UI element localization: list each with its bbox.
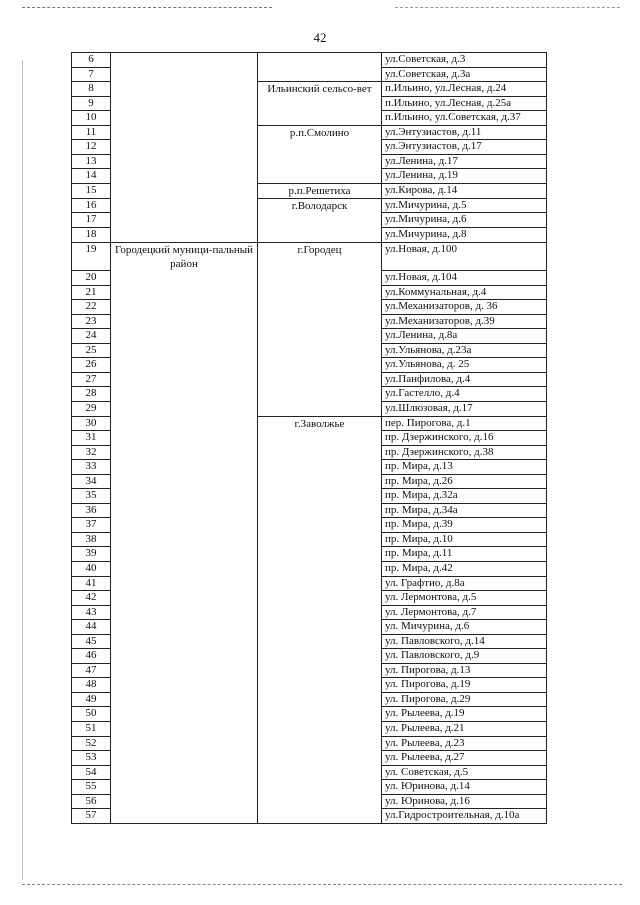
address-cell: пр. Мира, д.42 bbox=[382, 562, 547, 577]
address-cell: ул. Пирогова, д.29 bbox=[382, 692, 547, 707]
settlement-cell bbox=[258, 503, 382, 518]
settlement-cell bbox=[258, 329, 382, 344]
row-number: 28 bbox=[72, 387, 111, 402]
row-number: 34 bbox=[72, 474, 111, 489]
district-cell bbox=[111, 372, 258, 387]
district-cell bbox=[111, 780, 258, 795]
address-cell: ул. Мичурина, д.6 bbox=[382, 620, 547, 635]
row-number: 44 bbox=[72, 620, 111, 635]
row-number: 31 bbox=[72, 431, 111, 446]
address-cell: ул.Энтузиастов, д.11 bbox=[382, 125, 547, 140]
row-number: 52 bbox=[72, 736, 111, 751]
address-cell: ул. Павловского, д.9 bbox=[382, 649, 547, 664]
district-cell bbox=[111, 183, 258, 198]
district-cell bbox=[111, 736, 258, 751]
settlement-cell bbox=[258, 228, 382, 243]
address-cell: пр. Мира, д.34а bbox=[382, 503, 547, 518]
district-cell bbox=[111, 431, 258, 446]
district-cell bbox=[111, 198, 258, 213]
district-cell bbox=[111, 489, 258, 504]
table-row bbox=[72, 183, 547, 198]
district-cell bbox=[111, 707, 258, 722]
district-cell bbox=[111, 692, 258, 707]
table-row bbox=[72, 532, 547, 547]
district-cell bbox=[111, 678, 258, 693]
table-row bbox=[72, 228, 547, 243]
table-row bbox=[72, 416, 547, 431]
settlement-cell bbox=[258, 765, 382, 780]
address-cell: ул.Коммунальная, д.4 bbox=[382, 285, 547, 300]
settlement-cell bbox=[258, 736, 382, 751]
settlement-cell bbox=[258, 605, 382, 620]
table-row bbox=[72, 518, 547, 533]
settlement-cell bbox=[258, 372, 382, 387]
settlement-cell bbox=[258, 300, 382, 315]
settlement-cell bbox=[258, 96, 382, 111]
district-cell bbox=[111, 445, 258, 460]
address-cell: п.Ильино, ул.Лесная, д.24 bbox=[382, 82, 547, 97]
row-number: 16 bbox=[72, 198, 111, 213]
scan-edge-line-left bbox=[22, 60, 23, 880]
address-cell: пр. Дзержинского, д.38 bbox=[382, 445, 547, 460]
district-cell bbox=[111, 300, 258, 315]
table-row bbox=[72, 649, 547, 664]
row-number: 40 bbox=[72, 562, 111, 577]
table-row bbox=[72, 663, 547, 678]
address-cell: ул.Ульянова, д. 25 bbox=[382, 358, 547, 373]
district-cell bbox=[111, 242, 258, 271]
settlement-name: г.Городец bbox=[297, 243, 342, 256]
address-cell: ул.Ленина, д.19 bbox=[382, 169, 547, 184]
address-cell: ул.Панфилова, д.4 bbox=[382, 372, 547, 387]
table-row bbox=[72, 285, 547, 300]
row-number: 9 bbox=[72, 96, 111, 111]
table-row bbox=[72, 634, 547, 649]
settlement-cell bbox=[258, 591, 382, 606]
settlement-cell bbox=[258, 707, 382, 722]
row-number: 51 bbox=[72, 722, 111, 737]
district-cell bbox=[111, 213, 258, 228]
district-cell bbox=[111, 401, 258, 416]
table-row bbox=[72, 431, 547, 446]
district-cell bbox=[111, 460, 258, 475]
row-number: 10 bbox=[72, 111, 111, 126]
row-number: 25 bbox=[72, 343, 111, 358]
table-row bbox=[72, 82, 547, 97]
row-number: 26 bbox=[72, 358, 111, 373]
address-cell: пр. Мира, д.32а bbox=[382, 489, 547, 504]
settlement-cell bbox=[258, 271, 382, 286]
table-row bbox=[72, 692, 547, 707]
scan-edge-line-top bbox=[22, 7, 272, 8]
district-cell bbox=[111, 111, 258, 126]
settlement-cell bbox=[258, 140, 382, 155]
settlement-cell bbox=[258, 242, 382, 271]
table-row bbox=[72, 474, 547, 489]
settlement-cell bbox=[258, 489, 382, 504]
district-cell bbox=[111, 722, 258, 737]
address-cell: ул.Советская, д.3 bbox=[382, 53, 547, 68]
address-cell: п.Ильино, ул.Советская, д.37 bbox=[382, 111, 547, 126]
row-number: 55 bbox=[72, 780, 111, 795]
settlement-cell bbox=[258, 111, 382, 126]
settlement-cell bbox=[258, 285, 382, 300]
address-cell: ул.Гидростроительная, д.10а bbox=[382, 809, 547, 824]
table-row bbox=[72, 707, 547, 722]
address-cell: пер. Пирогова, д.1 bbox=[382, 416, 547, 431]
row-number: 39 bbox=[72, 547, 111, 562]
table-row bbox=[72, 213, 547, 228]
table-row bbox=[72, 591, 547, 606]
address-cell: ул.Ленина, д.17 bbox=[382, 154, 547, 169]
table-row bbox=[72, 445, 547, 460]
address-cell: ул.Механизаторов, д. 36 bbox=[382, 300, 547, 315]
district-cell bbox=[111, 329, 258, 344]
settlement-cell bbox=[258, 401, 382, 416]
address-cell: пр. Мира, д.26 bbox=[382, 474, 547, 489]
row-number: 49 bbox=[72, 692, 111, 707]
row-number: 13 bbox=[72, 154, 111, 169]
row-number: 15 bbox=[72, 183, 111, 198]
settlement-cell bbox=[258, 183, 382, 198]
address-table bbox=[71, 52, 547, 824]
address-cell: пр. Дзержинского, д.16 bbox=[382, 431, 547, 446]
table-row bbox=[72, 736, 547, 751]
table-row bbox=[72, 125, 547, 140]
district-cell bbox=[111, 751, 258, 766]
address-cell: пр. Мира, д.13 bbox=[382, 460, 547, 475]
table-row bbox=[72, 198, 547, 213]
table-row bbox=[72, 300, 547, 315]
row-number: 30 bbox=[72, 416, 111, 431]
settlement-name: Ильинский сельсо-вет bbox=[267, 83, 372, 96]
row-number: 35 bbox=[72, 489, 111, 504]
row-number: 36 bbox=[72, 503, 111, 518]
district-cell bbox=[111, 416, 258, 431]
district-cell bbox=[111, 765, 258, 780]
address-cell: ул. Юринова, д.16 bbox=[382, 794, 547, 809]
table-row bbox=[72, 271, 547, 286]
table-row bbox=[72, 343, 547, 358]
address-cell: ул.Мичурина, д.8 bbox=[382, 228, 547, 243]
row-number: 29 bbox=[72, 401, 111, 416]
scan-edge-line-bottom bbox=[22, 884, 622, 885]
row-number: 11 bbox=[72, 125, 111, 140]
address-cell: ул.Шлюзовая, д.17 bbox=[382, 401, 547, 416]
table-row bbox=[72, 780, 547, 795]
district-cell bbox=[111, 794, 258, 809]
table-row bbox=[72, 576, 547, 591]
row-number: 43 bbox=[72, 605, 111, 620]
address-cell: ул. Рылеева, д.23 bbox=[382, 736, 547, 751]
settlement-cell bbox=[258, 562, 382, 577]
row-number: 38 bbox=[72, 532, 111, 547]
address-cell: ул. Пирогова, д.19 bbox=[382, 678, 547, 693]
settlement-cell bbox=[258, 169, 382, 184]
table-row bbox=[72, 372, 547, 387]
address-cell: ул. Графтио, д.8а bbox=[382, 576, 547, 591]
settlement-cell bbox=[258, 649, 382, 664]
row-number: 47 bbox=[72, 663, 111, 678]
district-cell bbox=[111, 154, 258, 169]
settlement-cell bbox=[258, 445, 382, 460]
settlement-cell bbox=[258, 780, 382, 795]
row-number: 24 bbox=[72, 329, 111, 344]
row-number: 8 bbox=[72, 82, 111, 97]
district-cell bbox=[111, 620, 258, 635]
address-cell: ул. Лермонтова, д.7 bbox=[382, 605, 547, 620]
address-cell: ул.Ульянова, д.23а bbox=[382, 343, 547, 358]
settlement-cell bbox=[258, 576, 382, 591]
address-cell: ул.Ленина, д.8а bbox=[382, 329, 547, 344]
row-number: 27 bbox=[72, 372, 111, 387]
address-cell: ул.Мичурина, д.5 bbox=[382, 198, 547, 213]
table-row bbox=[72, 460, 547, 475]
settlement-cell bbox=[258, 751, 382, 766]
address-cell: ул.Советская, д.3а bbox=[382, 67, 547, 82]
district-name: Городецкий муници-пальный район bbox=[114, 243, 253, 270]
settlement-cell bbox=[258, 82, 382, 97]
row-number: 57 bbox=[72, 809, 111, 824]
table-row bbox=[72, 562, 547, 577]
table-row bbox=[72, 53, 547, 68]
address-cell: ул.Энтузиастов, д.17 bbox=[382, 140, 547, 155]
row-number: 32 bbox=[72, 445, 111, 460]
address-cell: ул. Пирогова, д.13 bbox=[382, 663, 547, 678]
district-cell bbox=[111, 605, 258, 620]
district-cell bbox=[111, 358, 258, 373]
settlement-name: р.п.Решетиха bbox=[288, 184, 351, 197]
table-row bbox=[72, 765, 547, 780]
settlement-name: р.п.Смолино bbox=[289, 126, 350, 139]
row-number: 37 bbox=[72, 518, 111, 533]
table-row bbox=[72, 503, 547, 518]
settlement-cell bbox=[258, 154, 382, 169]
table-row bbox=[72, 111, 547, 126]
district-cell bbox=[111, 649, 258, 664]
table-row bbox=[72, 547, 547, 562]
table-row bbox=[72, 605, 547, 620]
row-number: 56 bbox=[72, 794, 111, 809]
row-number: 18 bbox=[72, 228, 111, 243]
row-number: 48 bbox=[72, 678, 111, 693]
table-row bbox=[72, 794, 547, 809]
address-table-body bbox=[72, 53, 547, 824]
row-number: 17 bbox=[72, 213, 111, 228]
table-row bbox=[72, 67, 547, 82]
table-row bbox=[72, 154, 547, 169]
district-cell bbox=[111, 82, 258, 97]
address-cell: ул. Рылеева, д.27 bbox=[382, 751, 547, 766]
settlement-cell bbox=[258, 460, 382, 475]
settlement-cell bbox=[258, 314, 382, 329]
table-row bbox=[72, 678, 547, 693]
address-cell: пр. Мира, д.11 bbox=[382, 547, 547, 562]
table-row bbox=[72, 140, 547, 155]
address-cell: п.Ильино, ул.Лесная, д.25а bbox=[382, 96, 547, 111]
row-number: 42 bbox=[72, 591, 111, 606]
settlement-cell bbox=[258, 358, 382, 373]
settlement-cell bbox=[258, 125, 382, 140]
row-number: 46 bbox=[72, 649, 111, 664]
row-number: 12 bbox=[72, 140, 111, 155]
table-row bbox=[72, 358, 547, 373]
settlement-cell bbox=[258, 343, 382, 358]
address-cell: ул.Кирова, д.14 bbox=[382, 183, 547, 198]
table-row bbox=[72, 329, 547, 344]
settlement-cell bbox=[258, 213, 382, 228]
settlement-cell bbox=[258, 547, 382, 562]
district-cell bbox=[111, 503, 258, 518]
row-number: 23 bbox=[72, 314, 111, 329]
settlement-name: г.Заволжье bbox=[294, 417, 345, 430]
district-cell bbox=[111, 343, 258, 358]
settlement-cell bbox=[258, 809, 382, 824]
district-cell bbox=[111, 271, 258, 286]
settlement-name: г.Володарск bbox=[291, 199, 348, 212]
address-cell: пр. Мира, д.10 bbox=[382, 532, 547, 547]
address-cell: пр. Мира, д.39 bbox=[382, 518, 547, 533]
district-cell bbox=[111, 474, 258, 489]
district-cell bbox=[111, 140, 258, 155]
settlement-cell bbox=[258, 692, 382, 707]
table-row bbox=[72, 169, 547, 184]
settlement-cell bbox=[258, 198, 382, 213]
district-cell bbox=[111, 314, 258, 329]
table-row bbox=[72, 401, 547, 416]
settlement-cell bbox=[258, 634, 382, 649]
row-number: 53 bbox=[72, 751, 111, 766]
address-cell: ул.Новая, д.100 bbox=[382, 242, 547, 271]
district-cell bbox=[111, 169, 258, 184]
row-number: 45 bbox=[72, 634, 111, 649]
settlement-cell bbox=[258, 53, 382, 68]
address-cell: ул. Рылеева, д.21 bbox=[382, 722, 547, 737]
table-row bbox=[72, 96, 547, 111]
row-number: 19 bbox=[72, 242, 111, 271]
scan-edge-line-top-right bbox=[395, 7, 620, 8]
table-row bbox=[72, 751, 547, 766]
address-cell: ул.Гастелло, д.4 bbox=[382, 387, 547, 402]
settlement-cell bbox=[258, 474, 382, 489]
row-number: 20 bbox=[72, 271, 111, 286]
table-row bbox=[72, 620, 547, 635]
row-number: 7 bbox=[72, 67, 111, 82]
row-number: 14 bbox=[72, 169, 111, 184]
row-number: 50 bbox=[72, 707, 111, 722]
table-row bbox=[72, 242, 547, 271]
district-cell bbox=[111, 518, 258, 533]
settlement-cell bbox=[258, 620, 382, 635]
address-cell: ул. Лермонтова, д.5 bbox=[382, 591, 547, 606]
district-cell bbox=[111, 387, 258, 402]
district-cell bbox=[111, 591, 258, 606]
district-cell bbox=[111, 285, 258, 300]
row-number: 54 bbox=[72, 765, 111, 780]
district-cell bbox=[111, 532, 258, 547]
settlement-cell bbox=[258, 794, 382, 809]
district-cell bbox=[111, 663, 258, 678]
table-row bbox=[72, 809, 547, 824]
district-cell bbox=[111, 67, 258, 82]
settlement-cell bbox=[258, 518, 382, 533]
address-cell: ул.Механизаторов, д.39 bbox=[382, 314, 547, 329]
row-number: 22 bbox=[72, 300, 111, 315]
table-row bbox=[72, 314, 547, 329]
district-cell bbox=[111, 634, 258, 649]
row-number: 6 bbox=[72, 53, 111, 68]
district-cell bbox=[111, 547, 258, 562]
district-cell bbox=[111, 576, 258, 591]
address-cell: ул.Мичурина, д.6 bbox=[382, 213, 547, 228]
settlement-cell bbox=[258, 678, 382, 693]
table-row bbox=[72, 722, 547, 737]
address-cell: ул.Новая, д.104 bbox=[382, 271, 547, 286]
table-row bbox=[72, 489, 547, 504]
address-cell: ул. Павловского, д.14 bbox=[382, 634, 547, 649]
row-number: 41 bbox=[72, 576, 111, 591]
settlement-cell bbox=[258, 67, 382, 82]
address-cell: ул. Юринова, д.14 bbox=[382, 780, 547, 795]
district-cell bbox=[111, 53, 258, 68]
row-number: 33 bbox=[72, 460, 111, 475]
address-cell: ул. Советская, д.5 bbox=[382, 765, 547, 780]
settlement-cell bbox=[258, 387, 382, 402]
district-cell bbox=[111, 228, 258, 243]
district-cell bbox=[111, 562, 258, 577]
page-number: 42 bbox=[313, 30, 327, 45]
settlement-cell bbox=[258, 416, 382, 431]
district-cell bbox=[111, 125, 258, 140]
settlement-cell bbox=[258, 431, 382, 446]
settlement-cell bbox=[258, 722, 382, 737]
settlement-cell bbox=[258, 532, 382, 547]
address-cell: ул. Рылеева, д.19 bbox=[382, 707, 547, 722]
table-row bbox=[72, 387, 547, 402]
district-cell bbox=[111, 96, 258, 111]
district-cell bbox=[111, 809, 258, 824]
settlement-cell bbox=[258, 663, 382, 678]
row-number: 21 bbox=[72, 285, 111, 300]
